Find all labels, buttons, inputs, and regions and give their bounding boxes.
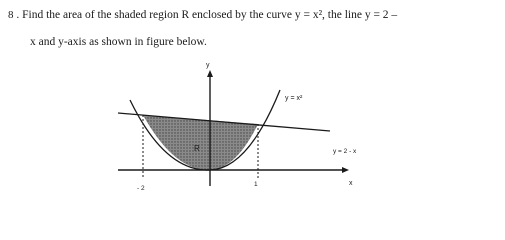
question-text-line-1: Find the area of the shaded region R enclosed by the curve y = x², the line y = 2 – (22, 9, 398, 21)
line-label: y = 2 - x (333, 148, 357, 155)
tick-label-neg2: - 2 (137, 185, 145, 192)
question-number: 8 (8, 9, 14, 21)
x-axis-arrow (342, 167, 349, 173)
question-text-line-2: x and y-axis as shown in figure below. (30, 36, 207, 48)
tick-label-1: 1 (254, 181, 258, 188)
y-axis-label: y (206, 62, 210, 69)
y-axis-arrow (207, 70, 213, 77)
curve-label: y = x² (285, 95, 303, 102)
region-label: R (194, 144, 200, 153)
question-line-1: 8 . Find the area of the shaded region R enclosed by the curve y = x², the line y = 2 – (8, 9, 398, 21)
x-axis-label: x (349, 180, 353, 187)
